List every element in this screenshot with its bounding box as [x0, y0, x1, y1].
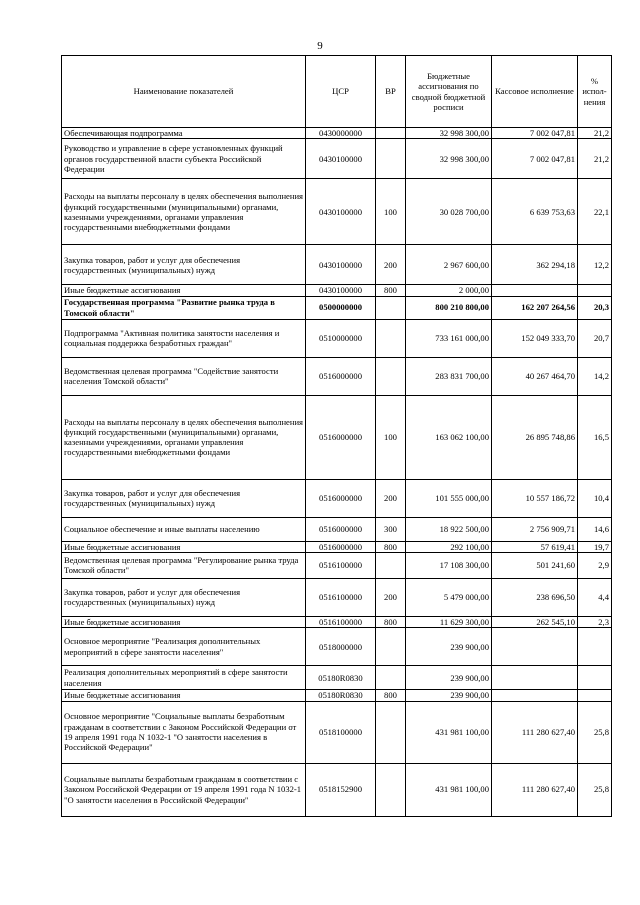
cell-alloc: 18 922 500,00 — [406, 517, 492, 541]
cell-pct: 20,7 — [578, 319, 612, 357]
header-cash: Кассовое исполнение — [492, 56, 578, 128]
cell-cash: 262 545,10 — [492, 616, 578, 627]
header-name: Наименование показателей — [62, 56, 306, 128]
cell-cash: 238 696,50 — [492, 578, 578, 616]
cell-pct: 2,9 — [578, 552, 612, 578]
table-row — [62, 285, 612, 296]
cell-cash: 7 002 047,81 — [492, 139, 578, 179]
cell-name: Государственная программа "Развитие рынка труда в Томской области" — [62, 296, 306, 319]
cell-pct — [578, 690, 612, 701]
cell-name: Ведомственная целевая программа "Содействие занятости населения Томской области" — [62, 357, 306, 395]
cell-csr: 0510000000 — [306, 319, 376, 357]
cell-pct — [578, 285, 612, 296]
cell-alloc: 32 998 300,00 — [406, 128, 492, 139]
cell-vr — [376, 319, 406, 357]
cell-alloc: 239 900,00 — [406, 690, 492, 701]
cell-csr: 0516000000 — [306, 395, 376, 479]
cell-cash: 111 280 627,40 — [492, 763, 578, 816]
cell-csr: 0430100000 — [306, 179, 376, 245]
cell-cash — [492, 666, 578, 690]
cell-cash: 162 207 264,56 — [492, 296, 578, 319]
cell-alloc: 17 108 300,00 — [406, 552, 492, 578]
table-row — [62, 541, 612, 552]
cell-pct: 25,8 — [578, 701, 612, 763]
table-row — [62, 296, 612, 319]
cell-name: Иные бюджетные ассигнования — [62, 616, 306, 627]
cell-vr — [376, 128, 406, 139]
cell-vr: 200 — [376, 578, 406, 616]
table-row — [62, 666, 612, 690]
table-row — [62, 179, 612, 245]
cell-pct: 10,4 — [578, 479, 612, 517]
cell-vr: 800 — [376, 285, 406, 296]
table-row — [62, 139, 612, 179]
cell-vr: 800 — [376, 616, 406, 627]
cell-alloc: 431 981 100,00 — [406, 701, 492, 763]
cell-name: Иные бюджетные ассигнования — [62, 541, 306, 552]
cell-cash: 7 002 047,81 — [492, 128, 578, 139]
cell-vr: 800 — [376, 541, 406, 552]
cell-csr: 05180R0830 — [306, 666, 376, 690]
cell-cash: 57 619,41 — [492, 541, 578, 552]
table-row — [62, 628, 612, 666]
cell-name: Подпрограмма "Активная политика занятости населения и социальная поддержка безработных граждан" — [62, 319, 306, 357]
cell-pct: 19,7 — [578, 541, 612, 552]
cell-vr — [376, 357, 406, 395]
cell-alloc: 239 900,00 — [406, 628, 492, 666]
cell-pct: 21,2 — [578, 128, 612, 139]
table-row — [62, 479, 612, 517]
cell-pct: 12,2 — [578, 245, 612, 285]
cell-alloc: 283 831 700,00 — [406, 357, 492, 395]
table-body — [62, 128, 612, 817]
table-row — [62, 517, 612, 541]
cell-alloc: 163 062 100,00 — [406, 395, 492, 479]
table-row — [62, 128, 612, 139]
cell-csr: 0516000000 — [306, 357, 376, 395]
cell-pct: 16,5 — [578, 395, 612, 479]
cell-pct: 14,6 — [578, 517, 612, 541]
cell-csr: 0518100000 — [306, 701, 376, 763]
cell-alloc: 800 210 800,00 — [406, 296, 492, 319]
cell-csr: 0518000000 — [306, 628, 376, 666]
cell-name: Иные бюджетные ассигнования — [62, 690, 306, 701]
cell-name: Расходы на выплаты персоналу в целях обеспечения выполнения функций государственными (муниципальными) органами, казенными учреждениями, органами управления государственными внебюджетными фондами — [62, 395, 306, 479]
cell-csr: 0518152900 — [306, 763, 376, 816]
cell-csr: 0430100000 — [306, 139, 376, 179]
cell-name: Закупка товаров, работ и услуг для обеспечения государственных (муниципальных) нужд — [62, 245, 306, 285]
cell-vr — [376, 296, 406, 319]
cell-cash — [492, 690, 578, 701]
cell-name: Основное мероприятие "Реализация дополнительных мероприятий в сфере занятости населения" — [62, 628, 306, 666]
cell-alloc: 292 100,00 — [406, 541, 492, 552]
cell-cash: 40 267 464,70 — [492, 357, 578, 395]
cell-alloc: 2 000,00 — [406, 285, 492, 296]
table-row — [62, 690, 612, 701]
cell-cash: 362 294,18 — [492, 245, 578, 285]
cell-csr: 0516000000 — [306, 479, 376, 517]
cell-name: Руководство и управление в сфере установленных функций органов государственной власти субъекта Российской Федерации — [62, 139, 306, 179]
cell-cash: 111 280 627,40 — [492, 701, 578, 763]
cell-name: Расходы на выплаты персоналу в целях обеспечения выполнения функций государственными (муниципальными) органами, казенными учреждениями, органами управления государственными внебюджетными фондами — [62, 179, 306, 245]
table-row — [62, 319, 612, 357]
cell-csr: 0516100000 — [306, 552, 376, 578]
cell-name: Ведомственная целевая программа "Регулирование рынка труда Томской области" — [62, 552, 306, 578]
table-header — [62, 56, 612, 128]
cell-cash: 26 895 748,86 — [492, 395, 578, 479]
table-row — [62, 357, 612, 395]
cell-name: Основное мероприятие "Социальные выплаты безработным гражданам в соответствии с Законом Российской Федерации от 19 апреля 1991 года N 1032-1 "О занятости населения в Российской Федерации" — [62, 701, 306, 763]
cell-alloc: 5 479 000,00 — [406, 578, 492, 616]
cell-cash: 2 756 909,71 — [492, 517, 578, 541]
cell-name: Закупка товаров, работ и услуг для обеспечения государственных (муниципальных) нужд — [62, 578, 306, 616]
cell-alloc: 431 981 100,00 — [406, 763, 492, 816]
cell-name: Иные бюджетные ассигнования — [62, 285, 306, 296]
cell-vr — [376, 763, 406, 816]
cell-cash: 6 639 753,63 — [492, 179, 578, 245]
cell-alloc: 11 629 300,00 — [406, 616, 492, 627]
budget-table — [61, 55, 612, 817]
cell-csr: 0430100000 — [306, 285, 376, 296]
cell-name: Социальное обеспечение и иные выплаты населению — [62, 517, 306, 541]
cell-csr: 0516000000 — [306, 517, 376, 541]
cell-csr: 0516000000 — [306, 541, 376, 552]
page-number: 9 — [317, 40, 323, 52]
cell-alloc: 239 900,00 — [406, 666, 492, 690]
cell-pct — [578, 628, 612, 666]
cell-alloc: 30 028 700,00 — [406, 179, 492, 245]
cell-pct: 14,2 — [578, 357, 612, 395]
cell-csr: 0430100000 — [306, 245, 376, 285]
cell-name: Реализация дополнительных мероприятий в сфере занятости населения — [62, 666, 306, 690]
cell-vr: 200 — [376, 479, 406, 517]
cell-alloc: 32 998 300,00 — [406, 139, 492, 179]
cell-alloc: 733 161 000,00 — [406, 319, 492, 357]
cell-vr — [376, 628, 406, 666]
cell-alloc: 2 967 600,00 — [406, 245, 492, 285]
cell-vr — [376, 666, 406, 690]
table-row — [62, 245, 612, 285]
cell-vr — [376, 139, 406, 179]
cell-vr: 100 — [376, 395, 406, 479]
cell-vr — [376, 552, 406, 578]
cell-pct — [578, 666, 612, 690]
cell-csr: 0430000000 — [306, 128, 376, 139]
cell-vr: 100 — [376, 179, 406, 245]
cell-pct: 25,8 — [578, 763, 612, 816]
cell-pct: 22,1 — [578, 179, 612, 245]
cell-name: Обеспечивающая подпрограмма — [62, 128, 306, 139]
cell-cash: 152 049 333,70 — [492, 319, 578, 357]
cell-name: Социальные выплаты безработным гражданам в соответствии с Законом Российской Федерации от 19 апреля 1991 года N 1032-1 "О занятости населения в Российской Федерации" — [62, 763, 306, 816]
cell-pct: 4,4 — [578, 578, 612, 616]
cell-cash: 10 557 186,72 — [492, 479, 578, 517]
cell-csr: 0516100000 — [306, 616, 376, 627]
cell-cash — [492, 628, 578, 666]
table-row — [62, 552, 612, 578]
cell-alloc: 101 555 000,00 — [406, 479, 492, 517]
header-vr: ВР — [376, 56, 406, 128]
header-alloc: Бюджетные ассигнования по сводной бюджетной росписи — [406, 56, 492, 128]
table-row — [62, 395, 612, 479]
cell-csr: 0500000000 — [306, 296, 376, 319]
cell-vr: 800 — [376, 690, 406, 701]
table-row — [62, 701, 612, 763]
cell-vr — [376, 701, 406, 763]
cell-cash: 501 241,60 — [492, 552, 578, 578]
table-row — [62, 616, 612, 627]
cell-vr: 300 — [376, 517, 406, 541]
cell-csr: 05180R0830 — [306, 690, 376, 701]
cell-pct: 2,3 — [578, 616, 612, 627]
cell-vr: 200 — [376, 245, 406, 285]
table-row — [62, 578, 612, 616]
cell-csr: 0516100000 — [306, 578, 376, 616]
cell-name: Закупка товаров, работ и услуг для обеспечения государственных (муниципальных) нужд — [62, 479, 306, 517]
cell-pct: 20,3 — [578, 296, 612, 319]
table-row — [62, 763, 612, 816]
cell-pct: 21,2 — [578, 139, 612, 179]
cell-cash — [492, 285, 578, 296]
header-csr: ЦСР — [306, 56, 376, 128]
header-pct: % испол-нения — [578, 56, 612, 128]
